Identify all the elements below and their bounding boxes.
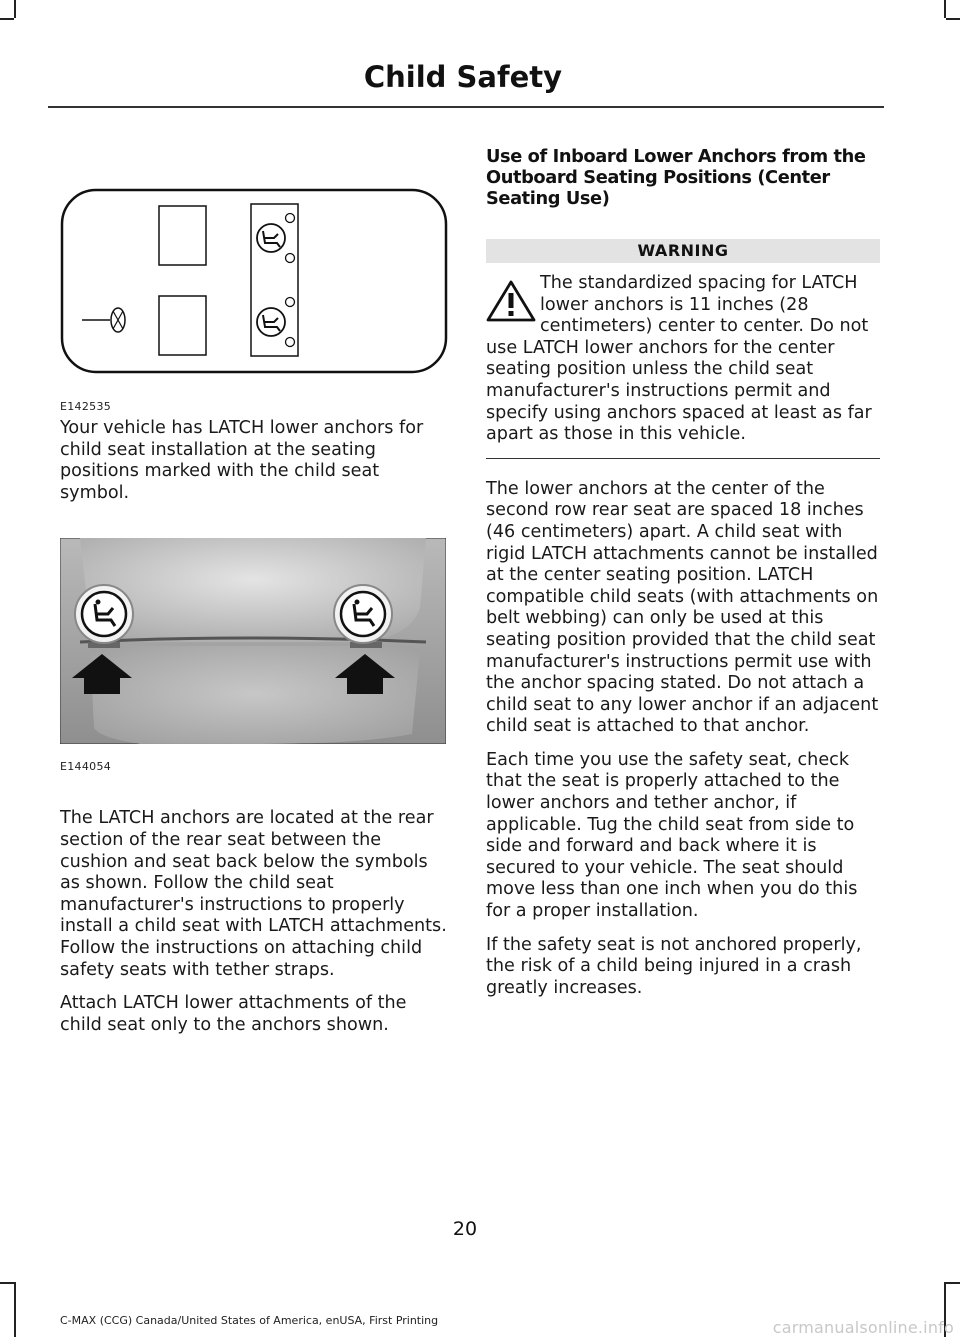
left-column xyxy=(60,130,448,1048)
header-divider xyxy=(48,106,884,108)
body-paragraph: The lower anchors at the center of the second row rear seat are spaced 18 inches (46 centimeters) apart. A child seat with rigid LATCH attachments cannot be installed at the center seating position. LATCH compatible child seats (with attachments on belt webbing) can only be used at this seating position provided that the child seat manufacturer's instructions permit use with the anchor spacing stated. Do not attach a child seat to any lower anchor if an adjacent child seat is attached to that anchor. xyxy=(486,478,879,737)
crop-mark xyxy=(946,1282,960,1284)
body-paragraph: Your vehicle has LATCH lower anchors for child seat installation at the seating positions marked with the child seat symbol. xyxy=(60,418,424,503)
body-paragraph: The LATCH anchors are located at the rear section of the rear seat between the cushion and seat back below the symbols as shown. Follow the child seat manufacturer's instructions to properly install a child seat with LATCH attachments. Follow the instructions on attaching child safety seats with tether straps. xyxy=(60,808,447,980)
figure-code: E142535 xyxy=(60,400,112,413)
figure-code: E144054 xyxy=(60,760,112,774)
right-column xyxy=(486,146,880,1011)
child-seat-symbol-icon xyxy=(75,585,133,643)
body-paragraph: Attach LATCH lower attachments of the child seat only to the anchors shown. xyxy=(60,993,407,1035)
warning-triangle-icon xyxy=(486,279,536,323)
warning-text: The standardized spacing for LATCH lower anchors is 11 inches (28 centimeters) center to center. Do not use LATCH lower anchors for the center seating position unless the child seat manufacturer's instructions permit and specify using anchors spaced at least as far apart as those in this vehicle. xyxy=(486,273,872,445)
section-heading: Use of Inboard Lower Anchors from the Outboard Seating Positions (Center Seating Use) xyxy=(486,146,866,209)
seat-layout-figure xyxy=(60,130,448,418)
child-seat-symbol-icon xyxy=(257,224,285,252)
crop-mark xyxy=(14,0,16,18)
page-title: Child Safety xyxy=(363,60,562,94)
seat-layout-diagram xyxy=(60,130,448,398)
latch-anchors-figure xyxy=(60,538,448,776)
publication-info: C-MAX (CCG) Canada/United States of America, enUSA, First Printing xyxy=(60,1314,439,1327)
crop-mark xyxy=(0,1282,14,1284)
body-paragraph: If the safety seat is not anchored properly, the risk of a child being injured in a crash greatly increases. xyxy=(486,934,862,998)
page-number: 20 xyxy=(452,1218,478,1240)
watermark: carmanualsonline.info xyxy=(772,1318,954,1337)
crop-mark xyxy=(14,1282,16,1337)
crop-mark xyxy=(0,18,14,20)
latch-anchors-photo xyxy=(60,538,446,744)
child-seat-symbol-icon xyxy=(257,308,285,336)
child-seat-symbol-icon xyxy=(334,585,392,643)
crop-mark xyxy=(944,0,946,18)
warning-box xyxy=(486,273,880,459)
crop-mark xyxy=(946,18,960,20)
body-paragraph: Each time you use the safety seat, check that the seat is properly attached to the lower anchors and tether anchor, if applicable. Tug the child seat from side to side and forward and back where it is secured to your vehicle. The seat should move less than one inch when you do this for a proper installation. xyxy=(486,749,858,922)
warning-label: WARNING xyxy=(486,239,880,263)
